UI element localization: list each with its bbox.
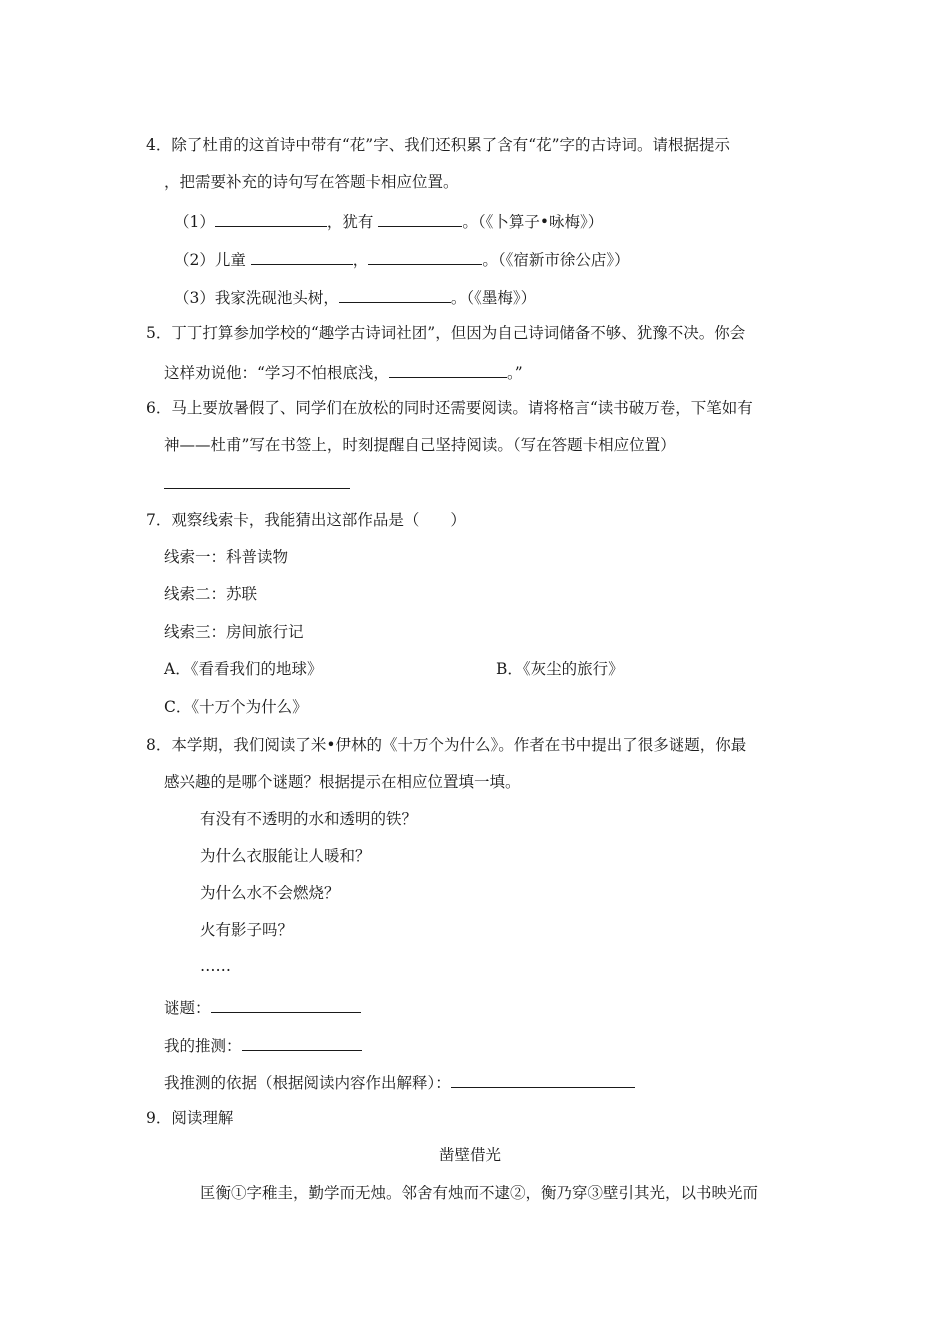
q8-ellipsis: …… <box>200 957 231 975</box>
q4-item1-suffix: 。（《卜算子•咏梅》） <box>462 213 604 231</box>
q7-clue-2: 线索二：苏联 <box>164 585 258 603</box>
q4-item3-prefix: （3）我家洗砚池头树， <box>174 289 339 307</box>
answer-blank[interactable] <box>211 996 361 1013</box>
q6-line2: 神——杜甫”写在书签上，时刻提醒自己坚持阅读。（写在答题卡相应位置） <box>164 436 676 454</box>
q4-item-1 <box>174 210 603 232</box>
q8-riddle-label: 谜题： <box>164 999 211 1017</box>
q5-line2-text: 这样劝说他：“学习不怕根底浅， <box>164 364 389 382</box>
q4-item1-prefix: （1） <box>174 213 215 231</box>
q7-option-c[interactable]: C．《十万个为什么》 <box>164 698 308 716</box>
q4-item3-suffix: 。（《墨梅》） <box>450 289 537 307</box>
q8-riddle-3: 为什么水不会燃烧？ <box>200 884 340 902</box>
q9-stem: 9．阅读理解 <box>146 1109 234 1127</box>
q8-basis-label: 我推测的依据（根据阅读内容作出解释）： <box>164 1074 451 1092</box>
q5-line2 <box>164 361 523 383</box>
answer-blank[interactable] <box>242 1034 362 1051</box>
q4-line2: ，把需要补充的诗句写在答题卡相应位置。 <box>164 173 459 191</box>
answer-blank[interactable] <box>368 248 482 265</box>
q8-riddle-field <box>164 996 361 1018</box>
answer-blank[interactable] <box>378 210 462 227</box>
q8-guess-field <box>164 1034 362 1056</box>
q7-clue-1: 线索一：科普读物 <box>164 548 289 566</box>
q4-item1-mid: ，犹有 <box>326 213 379 231</box>
q7-option-a[interactable]: A．《看看我们的地球》 <box>164 660 323 678</box>
answer-blank[interactable] <box>389 361 507 378</box>
q5-line2-end: 。” <box>506 364 523 382</box>
q5-line1: 5．丁丁打算参加学校的“趣学古诗词社团”，但因为自己诗词储备不够、犹豫不决。你会 <box>146 324 746 342</box>
answer-blank[interactable] <box>215 210 327 227</box>
q8-line1: 8．本学期，我们阅读了米•伊林的《十万个为什么》。作者在书中提出了很多谜题，你最 <box>146 736 747 754</box>
q8-line2: 感兴趣的是哪个谜题？根据提示在相应位置填一填。 <box>164 773 521 791</box>
answer-blank[interactable] <box>251 248 353 265</box>
q8-basis-field <box>164 1071 635 1093</box>
q7-stem: 7．观察线索卡，我能猜出这部作品是（ ） <box>146 511 466 529</box>
q6-line1: 6．马上要放暑假了、同学们在放松的同时还需要阅读。请将格言“读书破万卷，下笔如有 <box>146 399 753 417</box>
q6-answer-line[interactable] <box>164 488 350 489</box>
q4-item2-mid: ， <box>352 251 369 269</box>
q8-riddle-2: 为什么衣服能让人暖和？ <box>200 847 371 865</box>
q4-item-2 <box>174 248 630 270</box>
answer-blank[interactable] <box>451 1071 635 1088</box>
q4-line1: 4．除了杜甫的这首诗中带有“花”字、我们还积累了含有“花”字的古诗词。请根据提示 <box>146 136 731 154</box>
q4-item2-suffix: 。（《宿新市徐公店》） <box>482 251 630 269</box>
q7-clue-3: 线索三：房间旅行记 <box>164 623 304 641</box>
q8-riddle-4: 火有影子吗？ <box>200 921 294 939</box>
q4-item-3 <box>174 286 536 308</box>
q7-option-b[interactable]: B．《灰尘的旅行》 <box>496 660 624 678</box>
q9-passage-title: 凿壁借光 <box>439 1146 502 1164</box>
q8-riddle-1: 有没有不透明的水和透明的铁？ <box>200 810 418 828</box>
q9-passage-paragraph: 匡衡①字稚圭，勤学而无烛。邻舍有烛而不逮②，衡乃穿③壁引其光，以书映光而 <box>200 1184 759 1202</box>
q8-guess-label: 我的推测： <box>164 1037 242 1055</box>
q4-item2-prefix: （2）儿童 <box>174 251 251 269</box>
answer-blank[interactable] <box>339 286 451 303</box>
